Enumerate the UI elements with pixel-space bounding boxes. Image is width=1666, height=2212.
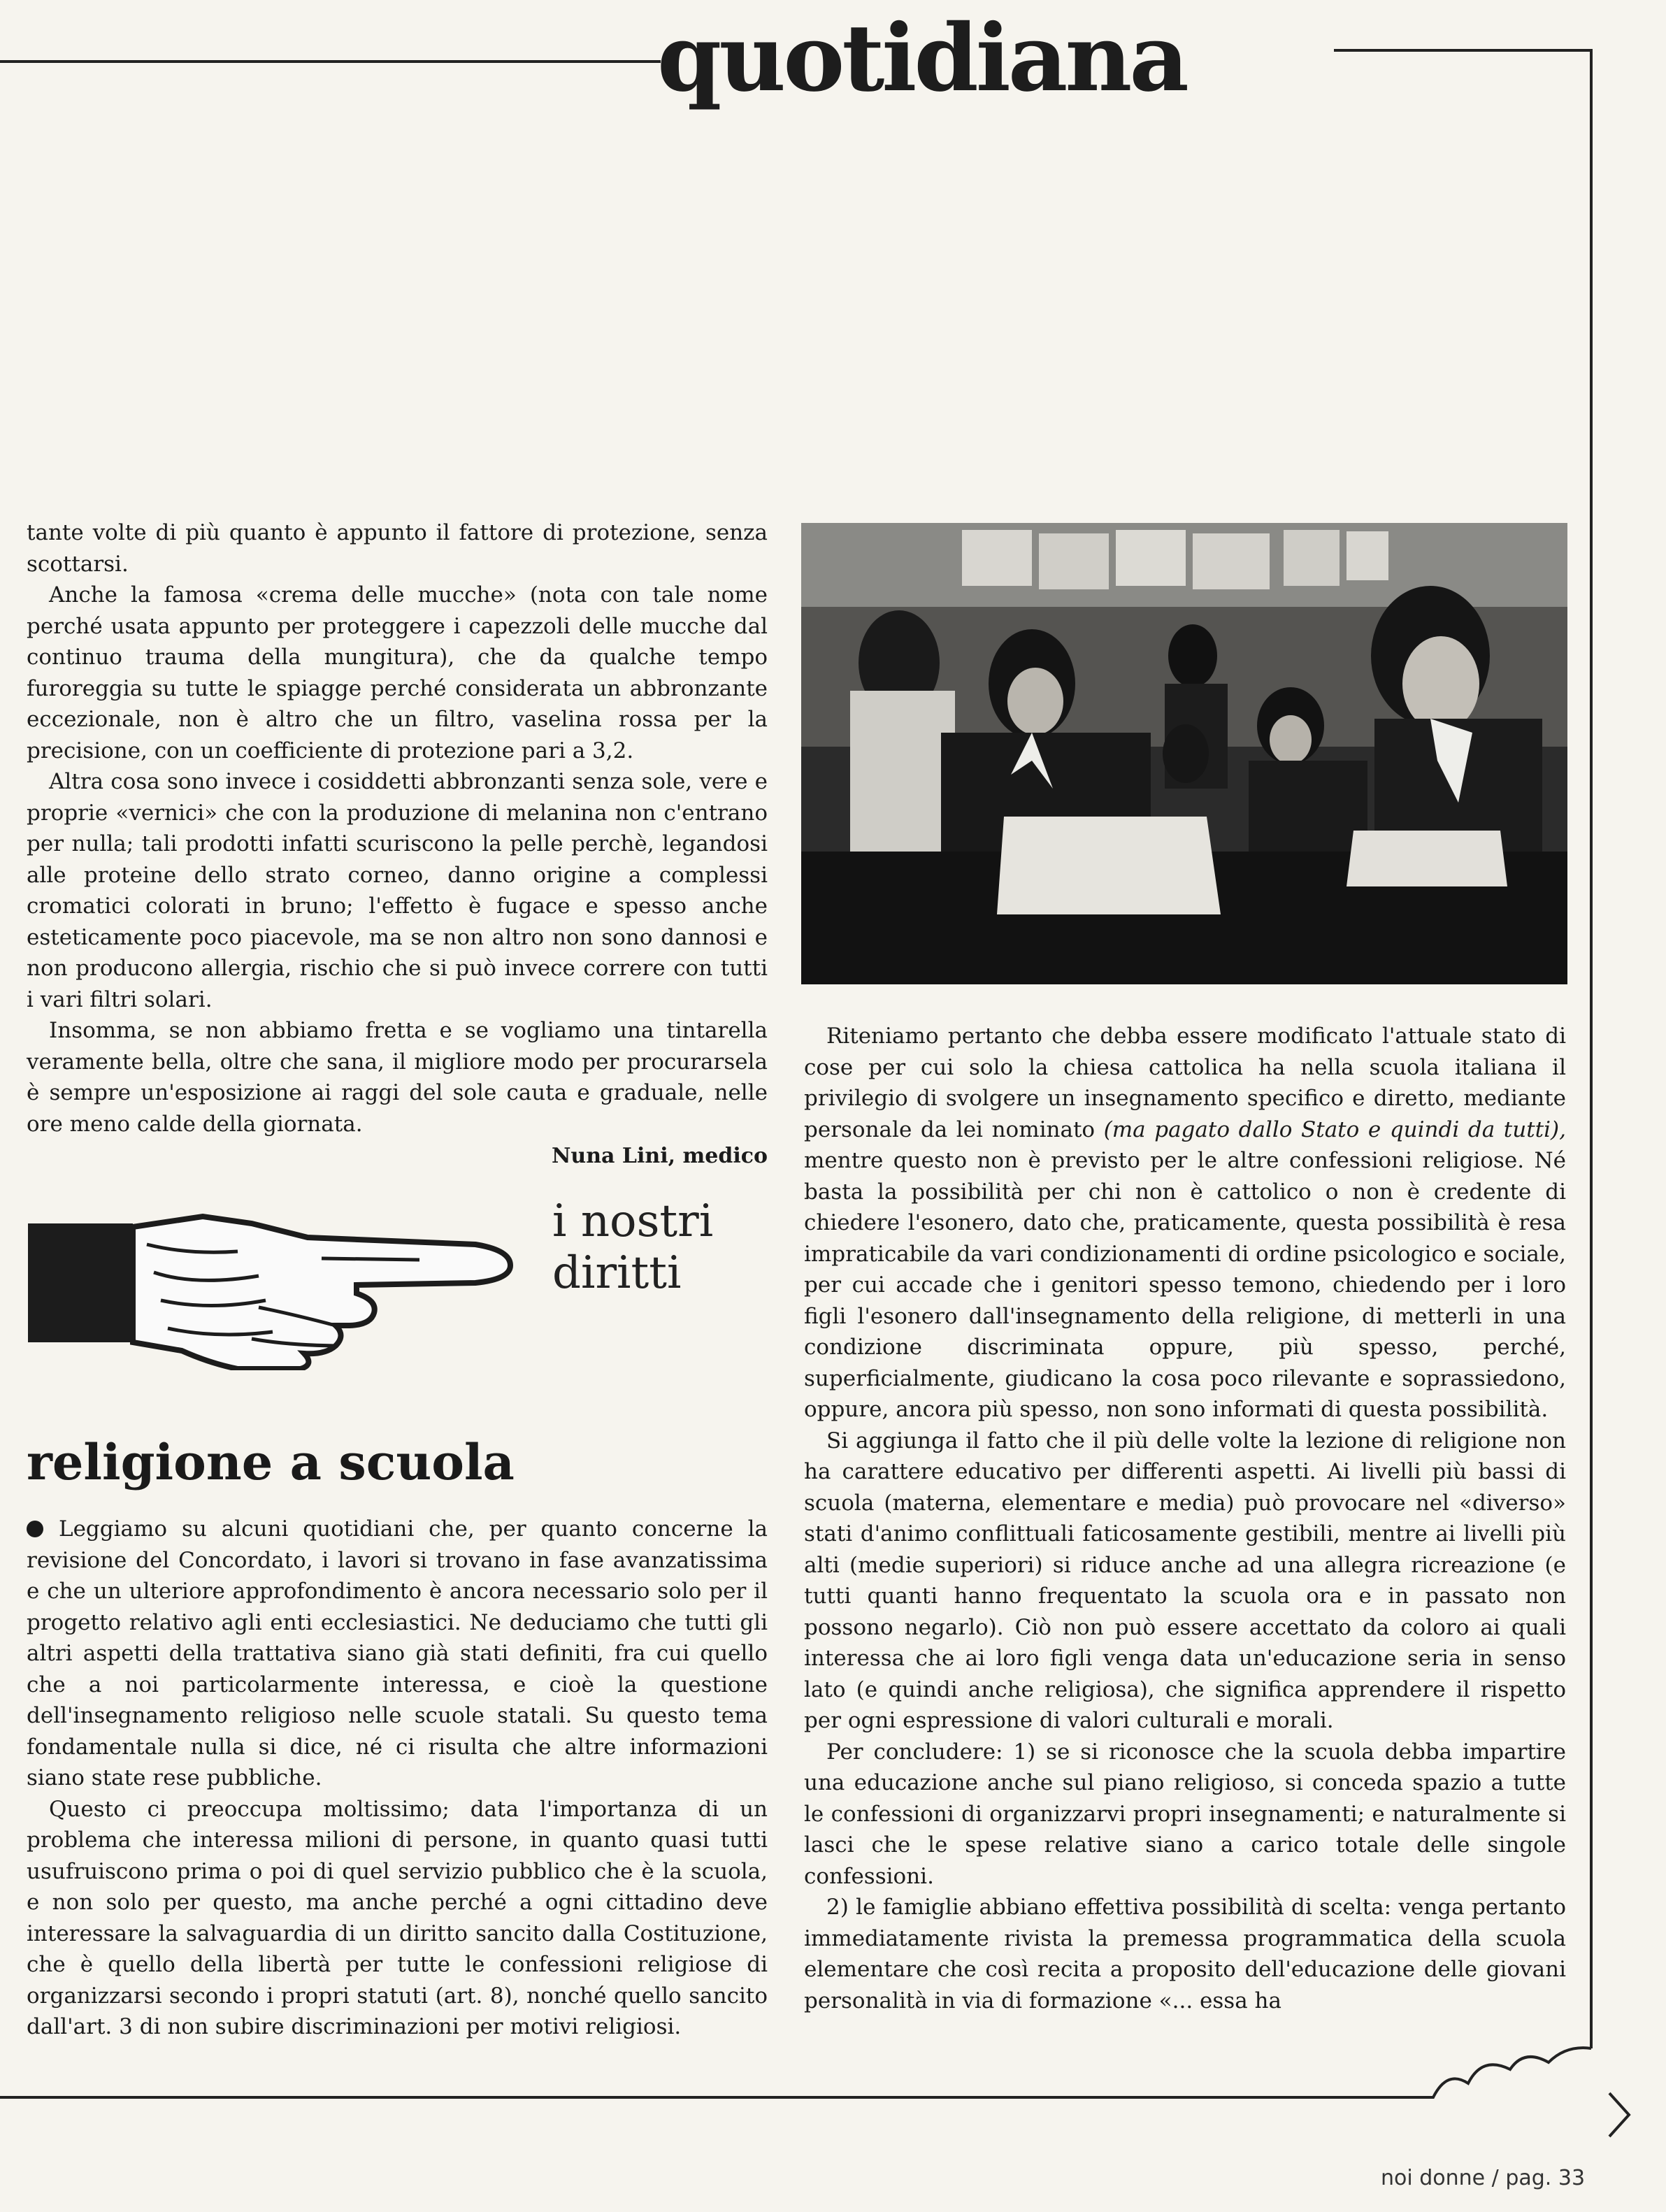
page-footer (1381, 2166, 1585, 2190)
article-paragraph: Altra cosa sono invece i cosiddetti abbronzanti senza sole, vere e proprie «vernici» che con la produzione di melanina non c'entrano per nulla; tali prodotti infatti scuriscono la pelle perchè, legandosi alle proteine dello strato corneo, danno origine a complessi cromatici colorati in bruno; l'effetto è fugace e spesso anche esteticamente poco piacevole, ma se non altro non sono dannosi e non producono allergia, rischio che si può invece correre con tutti i vari filtri solari. (27, 769, 768, 1012)
article-paragraph: Insomma, se non abbiamo fretta e se vogliamo una tintarella veramente bella, oltre che sana, il migliore modo per procurarsela è sempre un'esposizione ai raggi del sole cauta e graduale, nelle ore meno calde della giornata. (27, 1018, 768, 1137)
article-paragraph: Per concludere: 1) se si riconosce che la scuola debba impartire una educazione anche sul piano religioso, si conceda spazio a tutte le confessioni di organizzarvi propri insegnamenti; e naturalmente si lasci che le spese relative siano a carico totale delle singole confessioni. (804, 1739, 1566, 1889)
article-paragraph: tante volte di più quanto è appunto il fattore di protezione, senza scottarsi. (27, 520, 768, 577)
kicker-line: i nostri (552, 1195, 714, 1247)
bullet-icon (27, 1521, 43, 1537)
article-paragraph: Si aggiunga il fatto che il più delle volte la lezione di religione non ha carattere educativo per differenti aspetti. Ai livelli più bassi di scuola (materna, elementare e media) può provocare nel «diverso» stati d'animo conflittuali faticosamente gestibili, mentre ai livelli più alti (medie superiori) si riduce anche ad una allegra ricreazione (e tutti quanti hanno frequentato la scuola ora e in passato non possono negarlo). Ciò non può essere accettato da coloro ai quali interessa che ai loro figli venga data un'educazione seria in senso lato (e quindi anche religiosa), che significa apprendere il rispetto per ogni espressione di valori culturali e morali. (804, 1428, 1566, 1733)
classroom-photo (801, 523, 1567, 984)
kicker-line: diritti (552, 1247, 682, 1299)
section-kicker (552, 1195, 713, 1299)
article-paragraph: Anche la famosa «crema delle mucche» (nota con tale nome perché usata appunto per proteggere i capezzoli delle mucche dal continuo trauma della mungitura), che da qualche tempo furoreggia su tutte le spiagge perché considerata un abbronzante eccezionale, non è altro che un filtro, vaselina rossa per la precisione, con un coefficiente di protezione pari a 3,2. (27, 582, 768, 763)
paragraph-text: Riteniamo pertanto che debba essere modificato l'attuale stato di cose per cui solo la chiesa cattolica ha nella scuola italiana il privilegio di svolgere un insegnamento specifico e diretto, mediante personale da lei nominato (804, 1024, 1566, 1142)
bottom-decorative-border (0, 2041, 1666, 2118)
pointing-hand-illustration (28, 1195, 517, 1370)
page-turn-arrow-icon (1607, 2090, 1635, 2139)
author-signature: Nuna Lini, medico (552, 1144, 768, 1168)
magazine-name: noi donne (1381, 2166, 1486, 2190)
article-paragraph (27, 1514, 768, 1794)
article-body-left (27, 1514, 768, 2043)
frame-right-border (1590, 49, 1593, 2048)
article-paragraph (804, 1021, 1566, 1425)
masthead-title: quotidiana (657, 4, 1186, 113)
article-paragraph: 2) le famiglie abbiano effettiva possibilità di scelta: venga pertanto immediatamente rivista la premessa programmatica della scuola elementare che così recita a proposito dell'educazione delle giovani personalità in via di formazione «... essa ha (804, 1895, 1566, 2013)
paragraph-emphasis: (ma pagato dallo Stato e quindi da tutti), (1103, 1116, 1566, 1142)
paragraph-text: Leggiamo su alcuni quotidiani che, per quanto concerne la revisione del Concordato, i lavori si trovano in fase avanzatissima e che un ulteriore approfondimento è ancora necessario solo per il progetto relativo agli enti ecclesiastici. Ne deduciamo che tutti gli altri aspetti della trattativa siano già stati definiti, fra cui quello che a noi particolarmente interessa, e cioè la questione dell'insegnamento religioso nelle scuole statali. Su questo tema fondamentale nulla si dice, né ci risulta che altre informazioni siano state rese pubbliche. (27, 1516, 768, 1790)
header-rule-left (0, 60, 661, 63)
article-body-right (804, 1021, 1566, 2016)
header-rule-right (1334, 49, 1593, 52)
article-top (27, 517, 768, 1168)
article-paragraph: Questo ci preoccupa moltissimo; data l'importanza di un problema che interessa milioni di persone, in quanto quasi tutti usufruiscono prima o poi di quel servizio pubblico che è la scuola, e non solo per questo, ma anche perché a ogni cittadino deve interessare la salvaguardia di un diritto sancito dalla Costituzione, che è quello della libertà per tutte le confessioni religiose di organizzarsi secondo i propri statuti (art. 8), nonché quello sancito dall'art. 3 di non subire discriminazioni per motivi religiosi. (27, 1796, 768, 2039)
article-headline: religione a scuola (27, 1433, 515, 1491)
paragraph-text: mentre questo non è previsto per le altre confessioni religiose. Né basta la possibilità per chi non è cattolico o non è credente di chiedere l'esonero, dato che, praticamente, questa possibilità è resa impraticabile da vari condizionamenti di ordine psicologico e sociale, per cui accade che i genitori spesso temono, chiedendo per i loro figli l'esonero dall'insegnamento della religione, di metterli in una condizione discriminata oppure, più spesso, perché, superficialmente, giudicano la cosa poco rilevante e soprassiedono, oppure, ancora più spesso, non sono informati di questa possibilità. (804, 1148, 1566, 1422)
page-number: pag. 33 (1505, 2166, 1586, 2190)
footer-separator: / (1491, 2166, 1499, 2190)
